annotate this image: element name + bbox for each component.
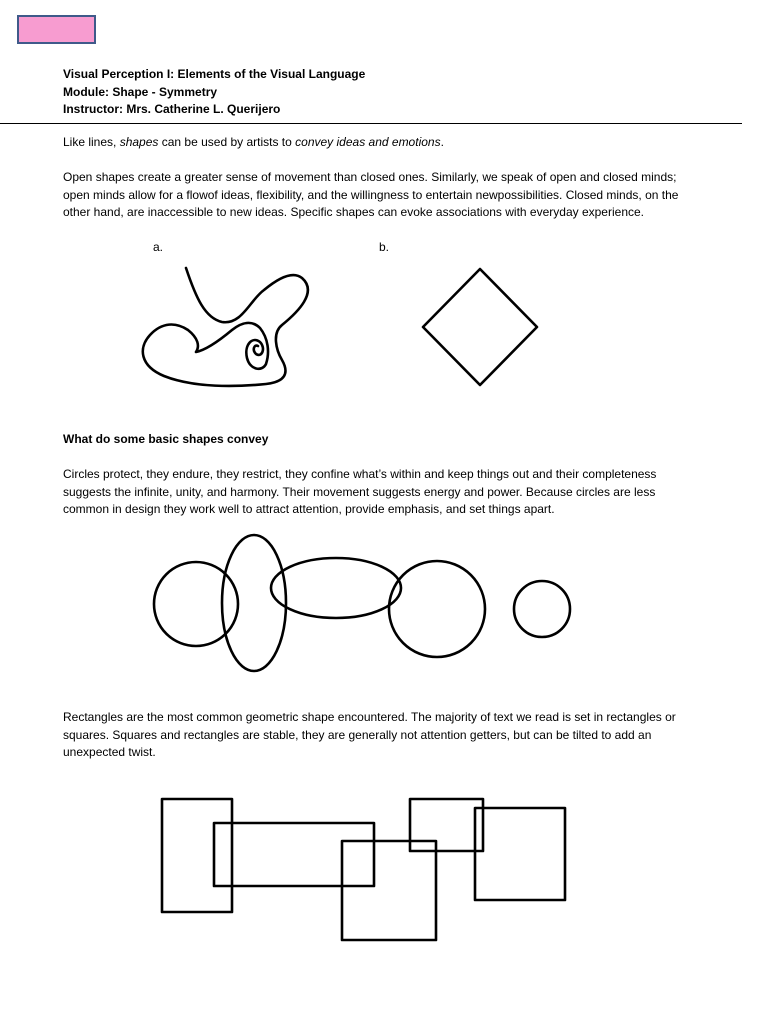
paragraph-line: other hand, are inaccessible to new ideas. Specific shapes can evoke associations with everyday experience.	[63, 205, 644, 219]
figure-label-a: a.	[153, 240, 164, 254]
paragraph-line: Rectangles are the most common geometric shape encountered. The majority of text we read is set in rectangles or	[63, 710, 676, 724]
figure-label-b: b.	[379, 240, 390, 254]
paragraph-line: Open shapes create a greater sense of movement than closed ones. Similarly, we speak of open and closed minds;	[63, 170, 677, 184]
paragraph-line: unexpected twist.	[63, 745, 156, 759]
open-shape-squiggle	[143, 268, 308, 386]
paragraph-line: suggests the infinite, unity, and harmony. Their movement suggests energy and power. Because circles are less	[63, 484, 656, 499]
rectangle-square-bottom	[342, 841, 436, 940]
course-title: Visual Perception I: Elements of the Visual Language	[63, 67, 366, 81]
paragraph-line: squares. Squares and rectangles are stable, they are generally not attention getters, but can be tilted to add an	[63, 727, 652, 742]
closed-shape-diamond	[423, 269, 537, 385]
intro-emphasis-shapes: shapes	[119, 135, 159, 149]
ellipse-horizontal	[271, 558, 401, 618]
ellipse-vertical	[222, 535, 286, 671]
module-title: Module: Shape - Symmetry	[63, 84, 218, 99]
circle-small	[514, 581, 570, 637]
paragraph-line: open minds allow for a flowof ideas, flexibility, and the willingness to entertain newpossibilities. Closed minds, on the	[63, 187, 679, 202]
intro-emphasis-convey: convey ideas and emotions	[295, 135, 441, 149]
circle-middle	[389, 561, 485, 657]
paragraph-line: common in design they work well to attract attention, provide emphasis, and set things apart.	[63, 502, 555, 516]
rectangle-square-right	[475, 808, 565, 900]
instructor-name: Instructor: Mrs. Catherine L. Querijero	[63, 102, 281, 116]
intro-text-1: Like lines,	[63, 135, 120, 149]
rectangle-tall-left	[162, 799, 232, 912]
rectangle-small-top	[410, 799, 483, 851]
basic-shapes-heading: What do some basic shapes convey	[63, 432, 269, 446]
rectangle-wide	[214, 823, 374, 886]
intro-text-3: .	[440, 135, 444, 149]
paragraph-line: Circles protect, they endure, they restrict, they confine what’s within and keep things out and their completeness	[63, 467, 657, 481]
intro-text-2: can be used by artists to	[158, 135, 296, 149]
